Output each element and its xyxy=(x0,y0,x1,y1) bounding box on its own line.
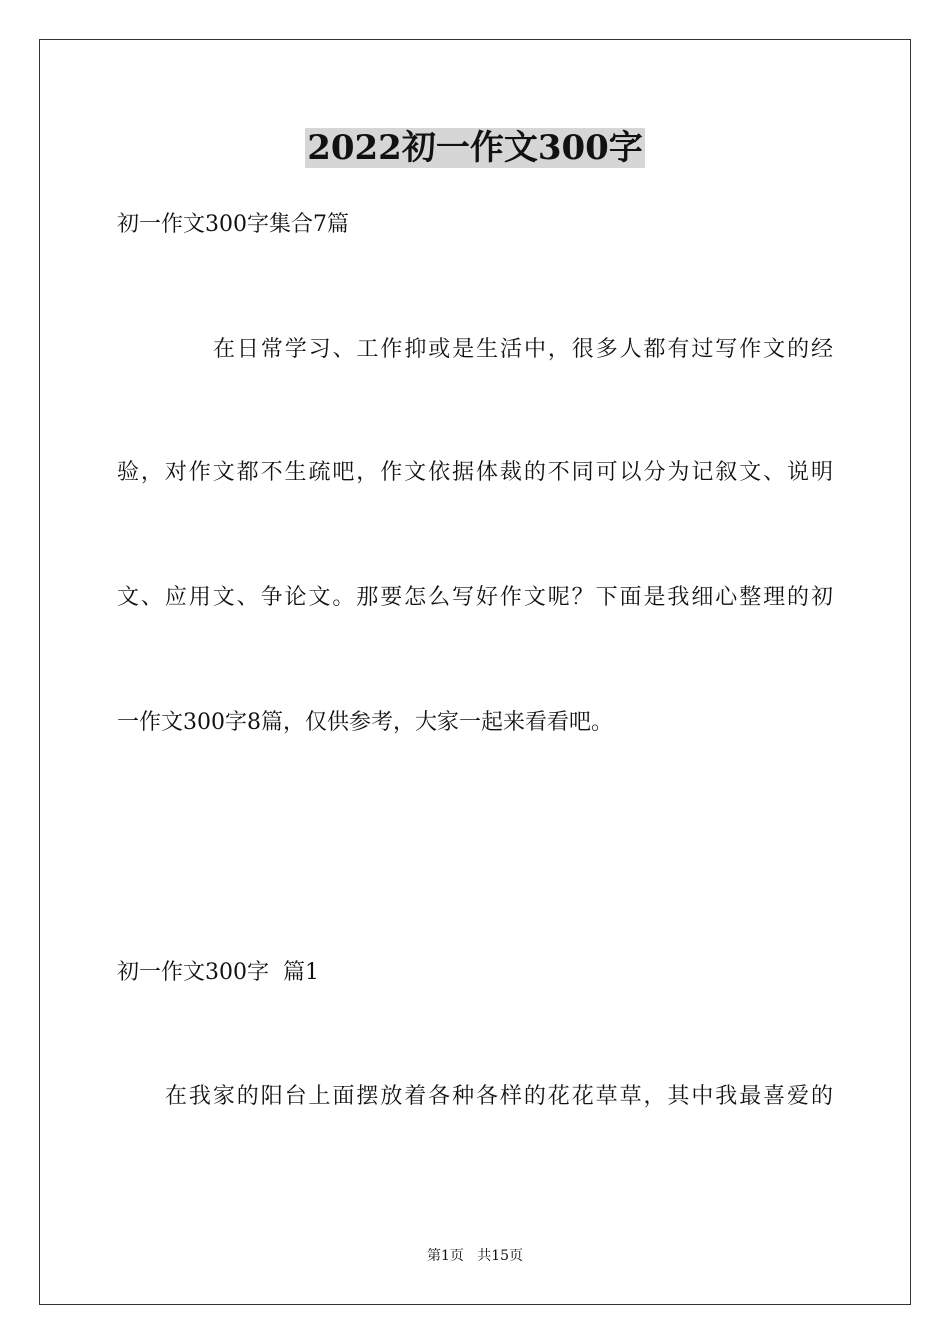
section-heading-1: 初一作文300字 篇1 xyxy=(117,960,319,985)
page-footer: 第1页 共15页 xyxy=(426,1248,524,1264)
document-title xyxy=(0,126,950,170)
intro-line-1: 在日常学习、工作抑或是生活中，很多人都有过写作文的经 xyxy=(213,337,833,362)
document-subtitle: 初一作文300字集合7篇 xyxy=(117,212,349,237)
intro-line-2: 验，对作文都不生疏吧，作文依据体裁的不同可以分为记叙文、说明 xyxy=(117,460,833,485)
intro-line-4: 一作文300字8篇，仅供参考，大家一起来看看吧。 xyxy=(117,710,613,735)
document-title-text: 2022初一作文300字 xyxy=(307,128,643,168)
intro-line-3: 文、应用文、争论文。那要怎么写好作文呢？下面是我细心整理的初 xyxy=(117,585,833,610)
section-1-line-1: 在我家的阳台上面摆放着各种各样的花花草草，其中我最喜爱的 xyxy=(165,1084,833,1109)
